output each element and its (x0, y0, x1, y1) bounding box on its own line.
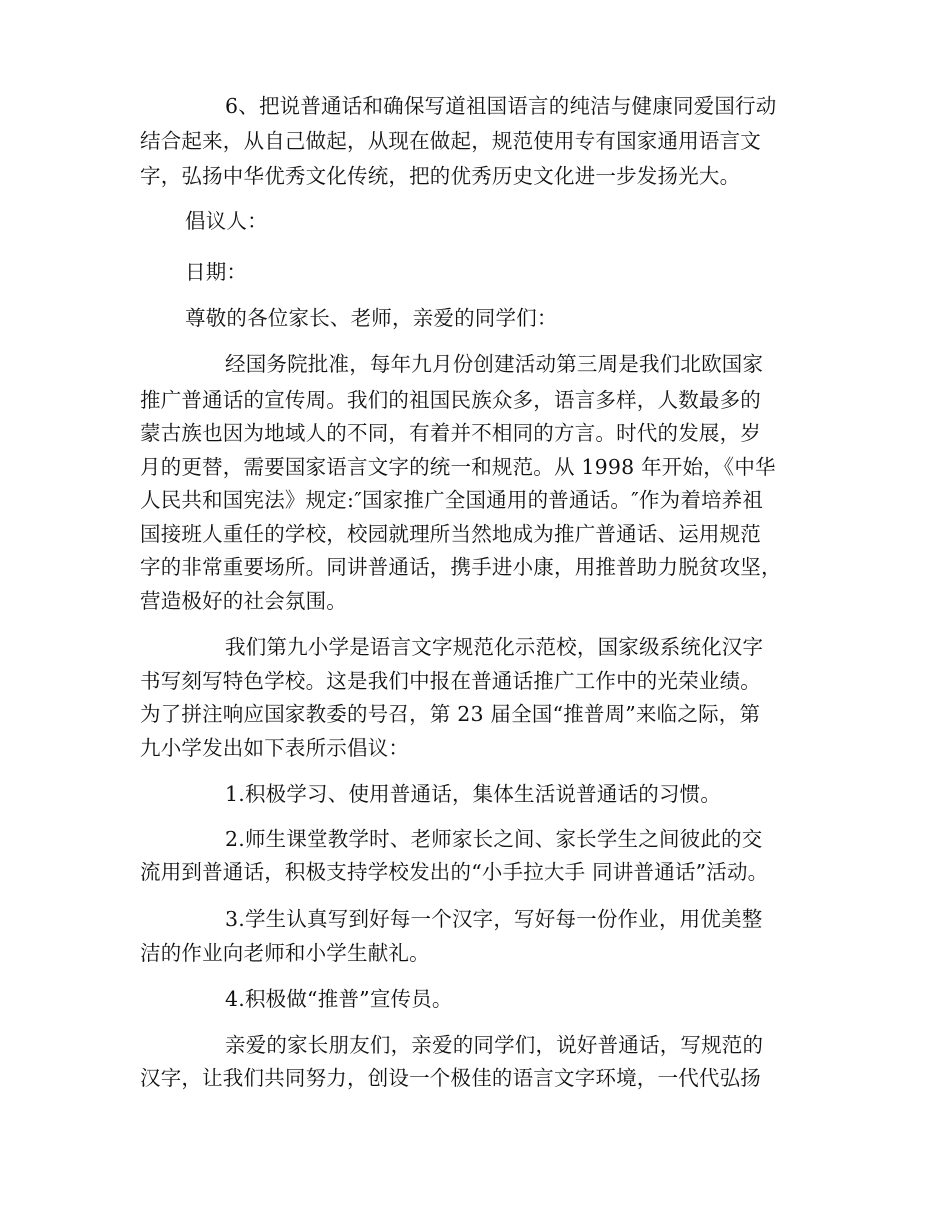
text-line: 书写刻写特色学校。这是我们中报在普通话推广工作中的光荣业绩。 (140, 669, 761, 693)
list-item: 4.积极做“推普”宣传员。 (225, 987, 453, 1011)
text-line: 6、把说普通话和确保写道祖国语言的纯洁与健康同爱国行动 (225, 94, 777, 118)
text-line: 为了拼注响应国家教委的号召，第 23 届全国“推普周”来临之际，第 (140, 702, 761, 726)
text-line: 蒙古族也因为地域人的不同，有着并不相同的方言。时代的发展，岁 (140, 421, 761, 445)
text-line: 亲爱的家长朋友们，亲爱的同学们，说好普通话，写规范的 (225, 1033, 764, 1057)
text-line: 营造极好的社会氛围。 (140, 589, 347, 613)
text-line: 九小学发出如下表所示倡议： (140, 736, 410, 760)
text-line: 我们第九小学是语言文字规范化示范校，国家级系统化汉字 (225, 635, 764, 659)
list-item: 3.学生认真写到好每一个汉字，写好每一份作业，用优美整 (225, 907, 763, 931)
text-line: 流用到普通话，积极支持学校发出的“小手拉大手 同讲普通话”活动。 (140, 860, 769, 884)
text-line: 人民共和国宪法》规定:″国家推广全国通用的普通话。″作为着培养祖 (140, 488, 764, 512)
date-label: 日期： (185, 260, 248, 284)
salutation: 尊敬的各位家长、老师，亲爱的同学们： (185, 306, 558, 330)
text-line: 经国务院批准，每年九月份创建活动第三周是我们北欧国家 (225, 352, 764, 376)
text-line: 汉字，让我们共同努力，创设一个极佳的语言文字环境，一代代弘扬 (140, 1066, 761, 1090)
text-line: 月的更替，需要国家语言文字的统一和规范。从 1998 年开始，《中华 (140, 455, 776, 479)
list-item: 2.师生课堂教学时、老师家长之间、家长学生之间彼此的交 (225, 827, 763, 851)
list-item: 1.积极学习、使用普通话，集体生活说普通话的习惯。 (225, 782, 722, 806)
text-line: 推广普通话的宣传周。我们的祖国民族众多，语言多样，人数最多的 (140, 388, 761, 412)
proposer-label: 倡议人： (185, 209, 268, 233)
text-line: 国接班人重任的学校，校园就理所当然地成为推广普通话、运用规范 (140, 522, 761, 546)
text-line: 字，弘扬中华优秀文化传统，把的优秀历史文化进一步发扬光大。 (140, 164, 741, 188)
text-line: 字的非常重要场所。同讲普通话，携手进小康，用推普助力脱贫攻坚， (140, 555, 782, 579)
text-line: 结合起来，从自己做起，从现在做起，规范使用专有国家通用语言文 (140, 129, 761, 153)
text-line: 洁的作业向老师和小学生献礼。 (140, 941, 430, 965)
